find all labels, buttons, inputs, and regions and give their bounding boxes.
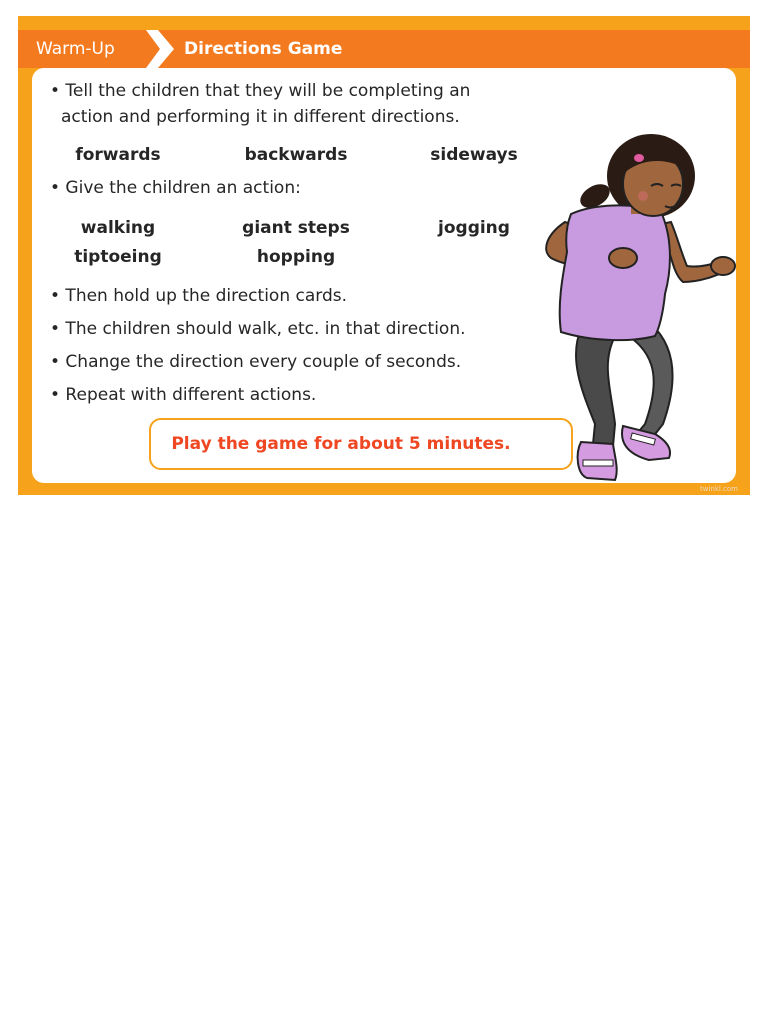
action-word: giant steps [242, 218, 350, 238]
action-word: tiptoeing [74, 247, 162, 267]
bullet-intro-line2: action and performing it in different directions. [61, 107, 460, 127]
girl-walking-illustration [523, 124, 738, 496]
direction-word: forwards [75, 145, 161, 165]
action-word: walking [80, 218, 156, 238]
action-word: hopping [256, 247, 336, 267]
callout-text: Play the game for about 5 minutes. [171, 434, 511, 454]
credit-text: twinkl.com [699, 485, 738, 493]
action-word: jogging [438, 218, 510, 238]
bullet-give-action: • Give the children an action: [50, 178, 301, 198]
callout-box [149, 418, 573, 470]
header-bar [18, 30, 750, 68]
bullet-intro-line1: • Tell the children that they will be completing an [50, 81, 471, 101]
bullet-direction-cards: • Then hold up the direction cards. [50, 286, 348, 306]
direction-word: backwards [244, 145, 348, 165]
section-label: Warm-Up [36, 39, 115, 59]
bullet-walk-direction: • The children should walk, etc. in that direction. [50, 319, 466, 339]
slide-frame [18, 16, 750, 495]
page-title: Directions Game [184, 39, 343, 59]
bullet-change-direction: • Change the direction every couple of seconds. [50, 352, 462, 372]
direction-word: sideways [430, 145, 518, 165]
bullet-repeat: • Repeat with different actions. [50, 385, 317, 405]
chevron-divider-icon [146, 30, 176, 68]
